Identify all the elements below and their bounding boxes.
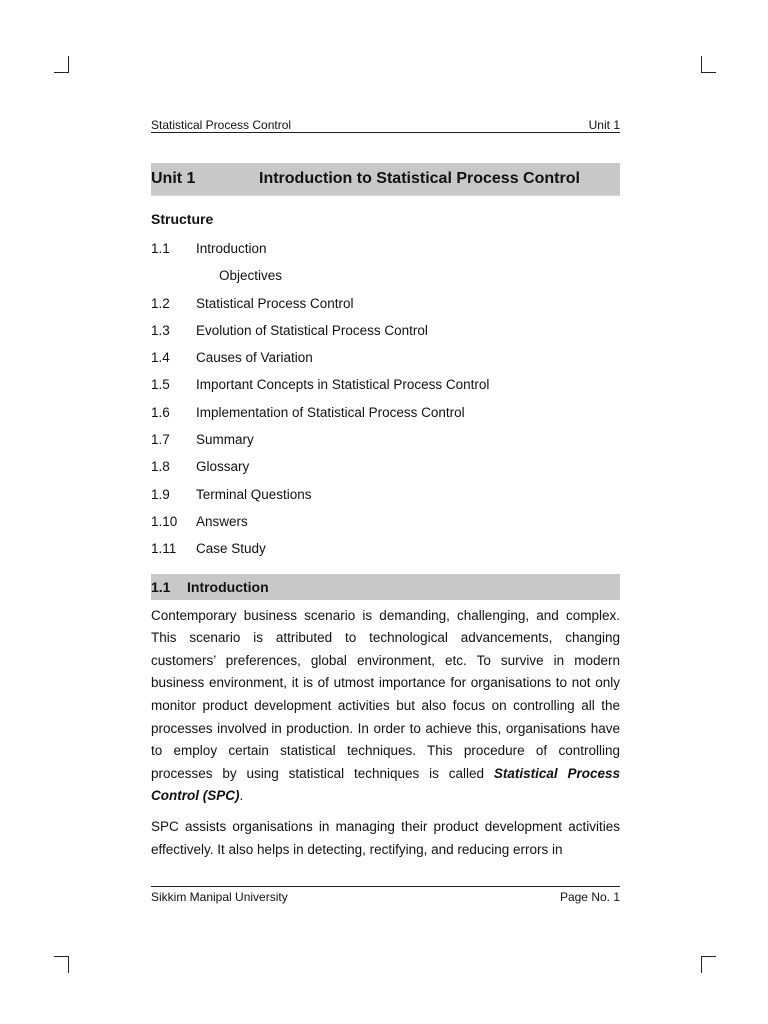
- item-label: Implementation of Statistical Process Control: [196, 404, 465, 420]
- section-heading-banner: [151, 574, 620, 600]
- item-label: Statistical Process Control: [196, 295, 354, 311]
- item-number: 1.4: [151, 350, 170, 366]
- footer-page-number: Page No. 1: [559, 890, 620, 904]
- list-item: [151, 317, 620, 344]
- item-label: Important Concepts in Statistical Process Control: [196, 377, 490, 393]
- header-course-title: Statistical Process Control: [151, 118, 292, 132]
- list-item: [151, 235, 620, 262]
- list-item: [151, 399, 620, 426]
- item-label: Case Study: [196, 541, 266, 557]
- item-number: 1.1: [151, 241, 170, 256]
- list-item: [151, 426, 620, 453]
- running-header: [151, 114, 620, 133]
- item-number: 1.2: [151, 295, 170, 311]
- section-title: Introduction: [187, 578, 269, 595]
- crop-mark-bottom-right: [701, 956, 716, 973]
- structure-heading: Structure: [151, 211, 214, 227]
- section-number: 1.1: [151, 578, 171, 595]
- list-item: [151, 344, 620, 371]
- list-item: [151, 290, 620, 317]
- item-label: Glossary: [196, 459, 250, 475]
- item-label: Introduction: [196, 241, 267, 256]
- crop-mark-bottom-left: [54, 956, 69, 973]
- body-paragraph: [151, 605, 620, 808]
- item-label: Causes of Variation: [196, 350, 313, 366]
- item-number: 1.10: [151, 513, 178, 529]
- item-label: Summary: [196, 432, 254, 448]
- body-paragraph: [151, 816, 620, 861]
- structure-list: [151, 235, 620, 563]
- footer-university: Sikkim Manipal University: [151, 890, 288, 904]
- crop-mark-top-right: [701, 56, 716, 73]
- list-item: [151, 481, 620, 508]
- paragraph-end: .: [239, 788, 244, 804]
- list-item: [151, 262, 620, 289]
- header-unit-label: Unit 1: [588, 118, 620, 132]
- item-number: 1.8: [151, 459, 170, 475]
- list-item: [151, 371, 620, 398]
- item-number: 1.11: [151, 541, 177, 557]
- crop-mark-top-left: [54, 56, 69, 73]
- unit-title: Introduction to Statistical Process Control: [259, 170, 580, 187]
- item-number: 1.6: [151, 404, 170, 420]
- item-label: Objectives: [219, 268, 283, 284]
- item-label: Answers: [196, 513, 248, 529]
- paragraph-text: SPC assists organisations in managing their product development activities effectively. It also helps in detecting, rectifying, and reducing errors in: [151, 818, 620, 857]
- key-term-spc: Statistical Process Control (SPC): [151, 765, 620, 804]
- page-body: [151, 114, 620, 861]
- item-label: Terminal Questions: [196, 486, 312, 502]
- list-item: [151, 508, 620, 535]
- paragraph-text: Contemporary business scenario is demanding, challenging, and complex. This scenario is attributed to technological advancements, changing customers’ preferences, global environment, etc. To survive in modern business environment, it is of utmost importance for organisations to not only monitor product development activities but also focus on controlling all the processes involved in production. In order to achieve this, organisations have to employ certain statistical techniques. This procedure of controlling processes by using statistical techniques is called: [151, 607, 620, 781]
- list-item: [151, 453, 620, 480]
- item-number: 1.9: [151, 486, 170, 502]
- item-number: [151, 262, 219, 289]
- unit-number: Unit 1: [151, 170, 196, 187]
- item-number: 1.3: [151, 322, 170, 338]
- item-number: 1.7: [151, 432, 170, 448]
- list-item: [151, 535, 620, 562]
- unit-title-banner: [151, 163, 620, 196]
- running-footer: [151, 886, 620, 904]
- item-number: 1.5: [151, 377, 170, 393]
- item-label: Evolution of Statistical Process Control: [196, 322, 428, 338]
